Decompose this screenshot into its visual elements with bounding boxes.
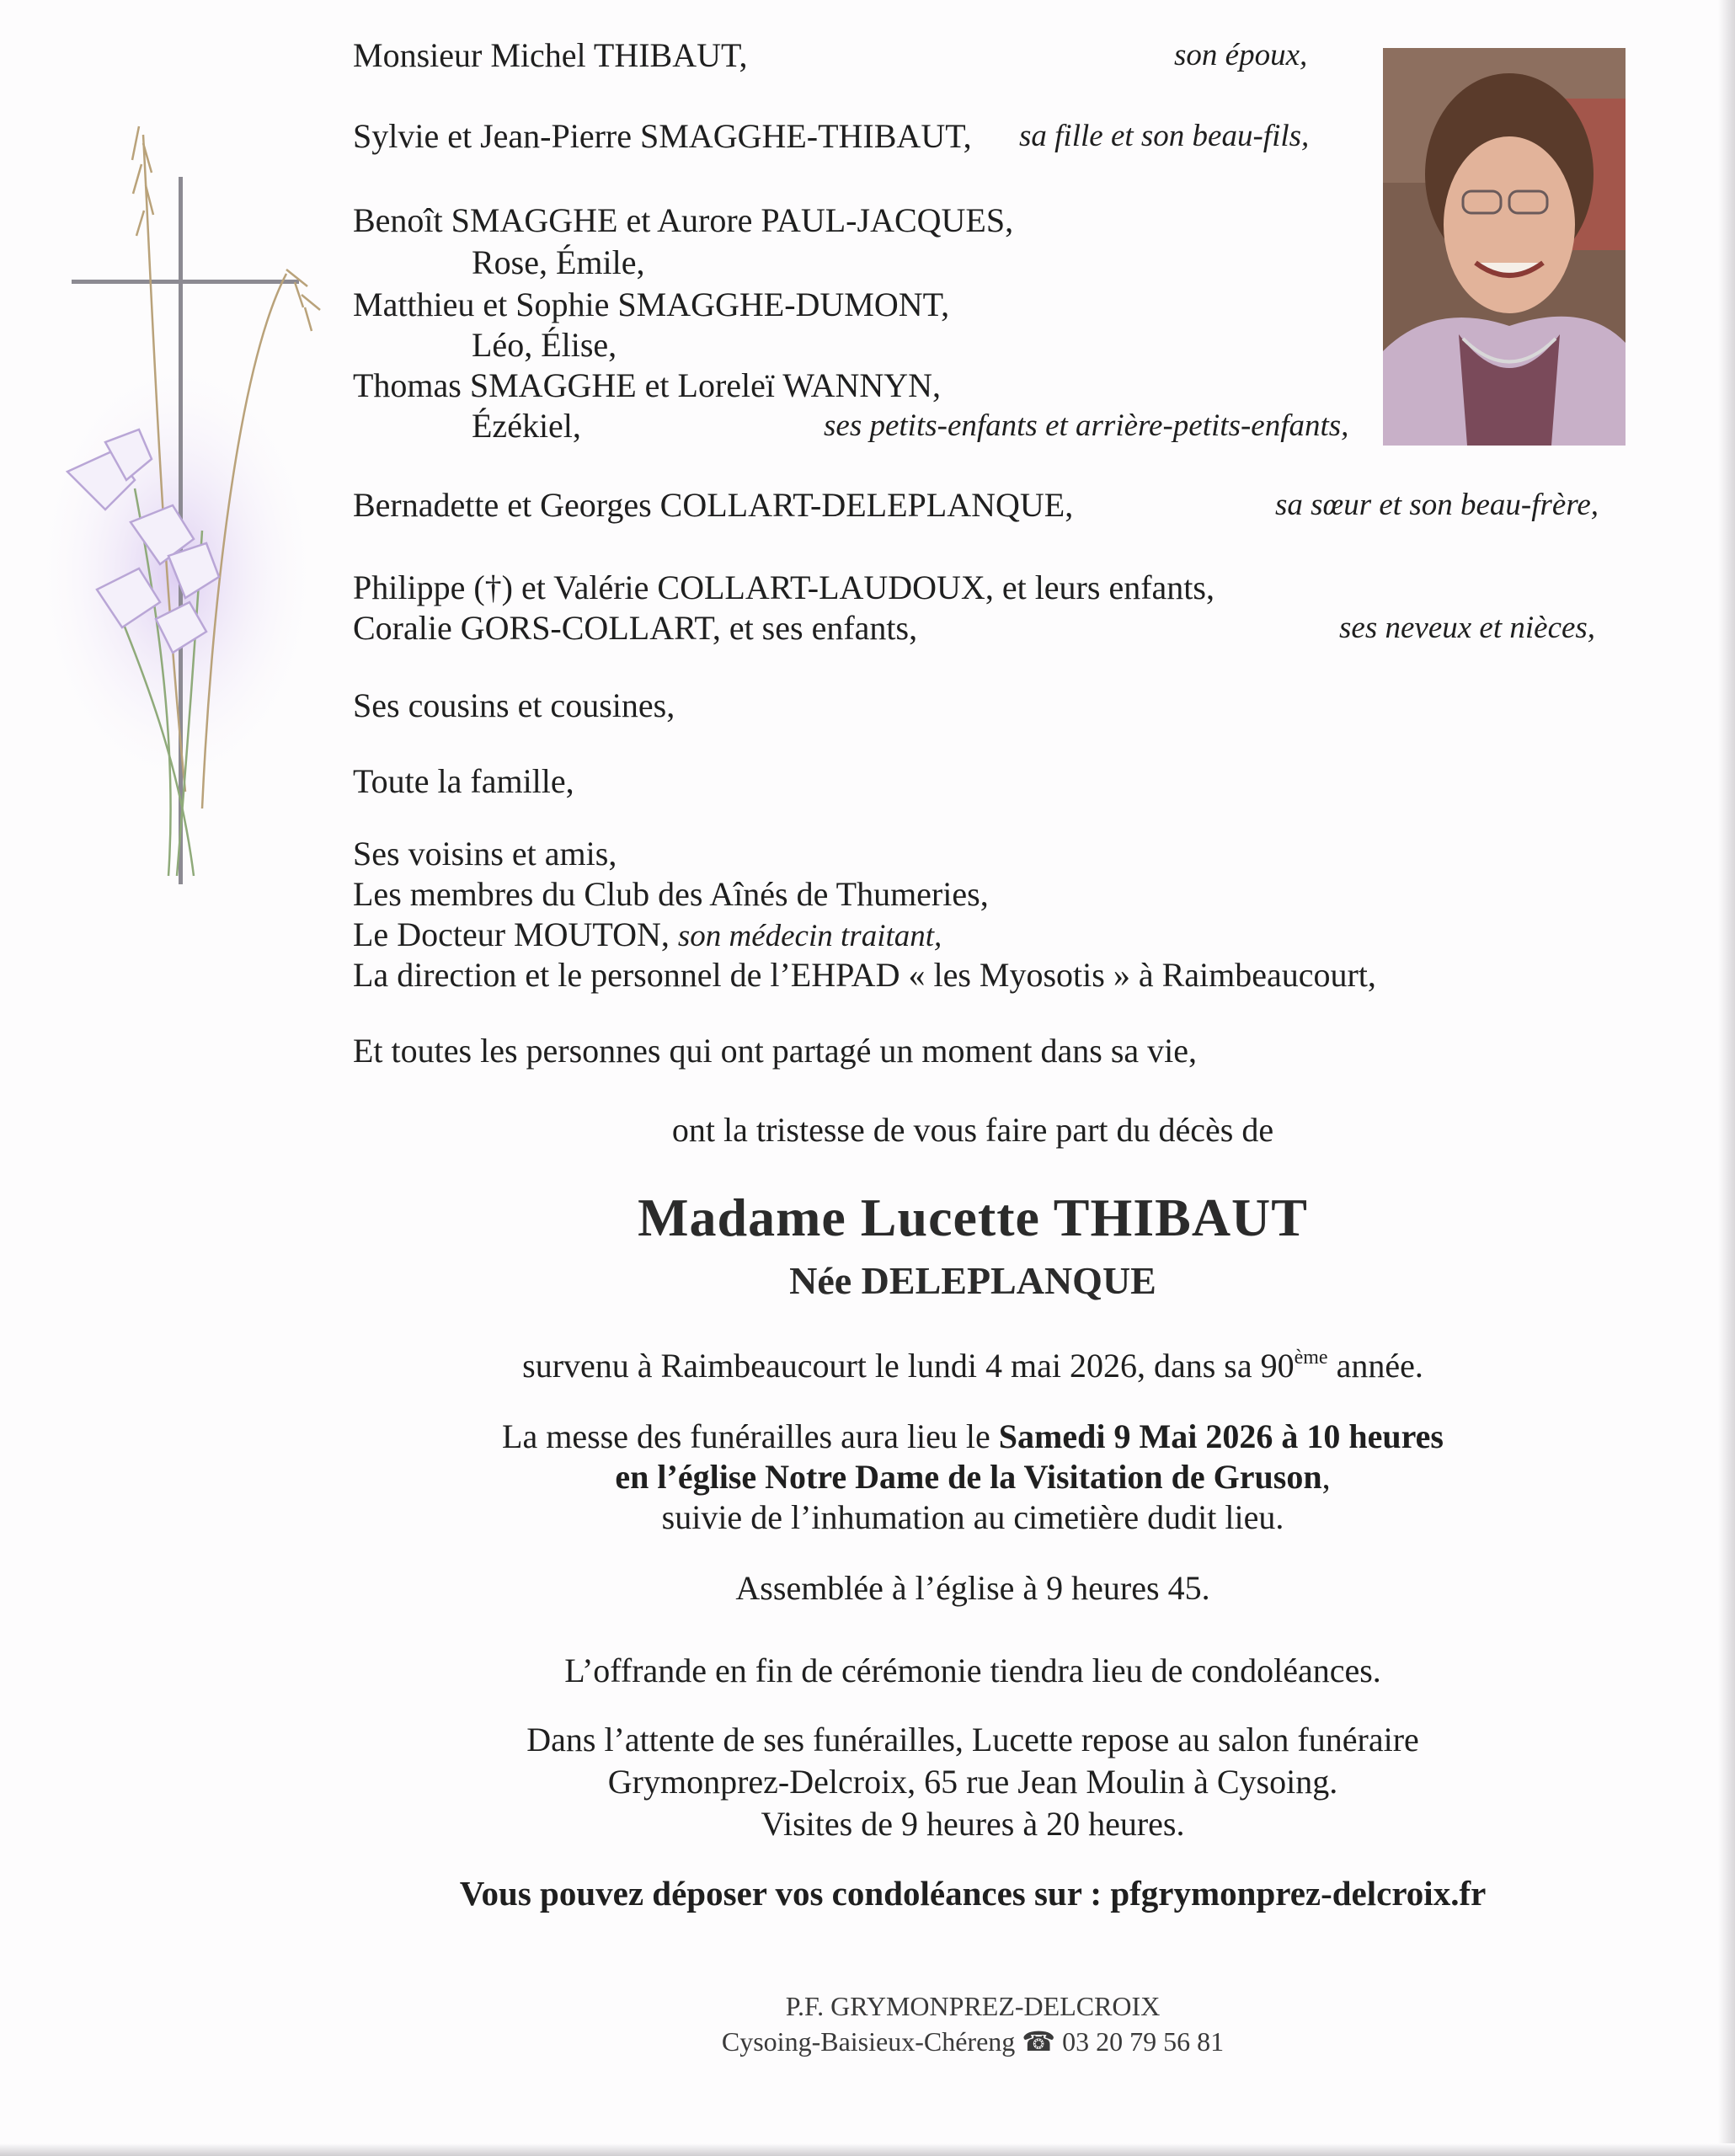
- rest-line: Visites de 9 heures à 20 heures.: [761, 1805, 1185, 1843]
- intro-line: ont la tristesse de vous faire part du décès de: [671, 1111, 1274, 1149]
- doctor-relation: son médecin traitant,: [677, 919, 942, 953]
- grandchild-line: Benoît SMAGGHE et Aurore PAUL-JACQUES,: [353, 201, 1014, 239]
- sister-name: Bernadette et Georges COLLART-DELEPLANQUE,: [353, 486, 1074, 524]
- nephews-relation: ses neveux et nièces,: [1339, 611, 1596, 645]
- church-line: [0, 1457, 1735, 1497]
- family-line: Toute la famille,: [353, 762, 574, 800]
- church-name: en l’église Notre Dame de la Visitation de Gruson: [615, 1458, 1322, 1496]
- friends-line: Ses voisins et amis,: [353, 835, 617, 873]
- page-edge-right: [1718, 0, 1735, 2156]
- grandchildren-relation: ses petits-enfants et arrière-petits-enfants,: [824, 408, 1349, 443]
- ehpad-line: La direction et le personnel de l’EHPAD « les Myosotis » à Raimbeaucourt,: [353, 956, 1376, 994]
- daughter-relation: sa fille et son beau-fils,: [1019, 119, 1310, 153]
- condolences-line: Vous pouvez déposer vos condoléances sur : pfgrymonprez-delcroix.fr: [459, 1874, 1487, 1913]
- footer-company: P.F. GRYMONPREZ-DELCROIX: [785, 1991, 1161, 2021]
- grandchild-line: Matthieu et Sophie SMAGGHE-DUMONT,: [353, 286, 950, 323]
- maiden-name: Née DELEPLANQUE: [789, 1259, 1156, 1302]
- everyone-line: Et toutes les personnes qui ont partagé un moment dans sa vie,: [353, 1032, 1198, 1070]
- mass-datetime: Samedi 9 Mai 2026 à 10 heures: [998, 1417, 1444, 1455]
- grandchild-line: Rose, Émile,: [472, 243, 645, 281]
- mass-prefix: La messe des funérailles aura lieu le: [502, 1417, 999, 1455]
- page-edge-bottom: [0, 2143, 1735, 2156]
- spouse-relation: son époux,: [1174, 38, 1308, 72]
- footer-phone: 03 20 79 56 81: [1062, 2026, 1225, 2057]
- cross-horizontal: [72, 280, 299, 284]
- burial-line: suivie de l’inhumation au cimetière dudit lieu.: [661, 1498, 1284, 1536]
- nephew-line: Coralie GORS-COLLART, et ses enfants,: [353, 609, 918, 647]
- grandchild-line: Thomas SMAGGHE et Loreleï WANNYN,: [353, 366, 942, 404]
- offering-line: L’offrande en fin de cérémonie tiendra lieu de condoléances.: [564, 1652, 1381, 1689]
- cross-flower-decoration: [34, 118, 354, 910]
- cousins-line: Ses cousins et cousines,: [353, 686, 675, 724]
- death-sup: ème: [1294, 1347, 1328, 1369]
- doctor-line: [353, 915, 942, 957]
- nephew-line: Philippe (†) et Valérie COLLART-LAUDOUX, et leurs enfants,: [353, 568, 1214, 606]
- assembly-line: Assemblée à l’église à 9 heures 45.: [735, 1569, 1210, 1607]
- footer-location: Cysoing-Baisieux-Chéreng: [721, 2026, 1016, 2057]
- friends-line: Les membres du Club des Aînés de Thumeries,: [353, 875, 989, 913]
- death-line: [0, 1346, 1735, 1386]
- mass-line: [0, 1417, 1735, 1457]
- church-comma: ,: [1321, 1458, 1331, 1496]
- rest-line: Grymonprez-Delcroix, 65 rue Jean Moulin à Cysoing.: [607, 1763, 1338, 1801]
- sister-relation: sa sœur et son beau-frère,: [1275, 488, 1599, 522]
- spouse-name: Monsieur Michel THIBAUT,: [353, 36, 748, 74]
- footer-contact: [0, 2021, 1735, 2062]
- death-text: survenu à Raimbeaucourt le lundi 4 mai 2026, dans sa 90: [522, 1347, 1295, 1385]
- grandchild-line: Léo, Élise,: [472, 326, 617, 364]
- deceased-name: Madame Lucette THIBAUT: [638, 1187, 1308, 1247]
- grandchild-line: Ézékiel,: [472, 407, 581, 445]
- doctor-name: Le Docteur MOUTON,: [353, 915, 670, 953]
- death-end: année.: [1327, 1347, 1423, 1385]
- rest-line: Dans l’attente de ses funérailles, Lucette repose au salon funéraire: [526, 1721, 1419, 1758]
- phone-icon: ☎: [1022, 2026, 1056, 2057]
- daughter-name: Sylvie et Jean-Pierre SMAGGHE-THIBAUT,: [353, 117, 972, 155]
- portrait-photo: [1383, 48, 1626, 446]
